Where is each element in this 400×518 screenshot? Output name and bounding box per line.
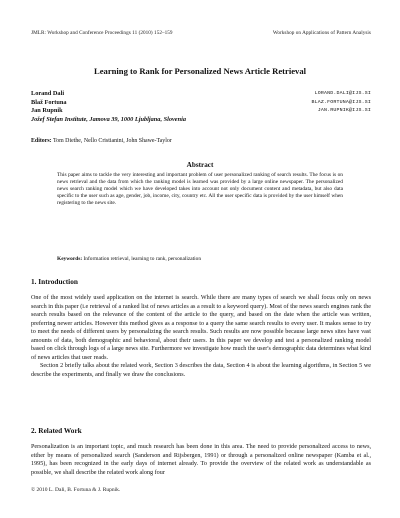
running-header-left: JMLR: Workshop and Conference Proceedings 11 (2010) 152–159 — [31, 30, 173, 36]
section-heading: 1. Introduction — [31, 277, 78, 286]
keywords-line — [57, 256, 343, 262]
editors-line — [31, 138, 172, 144]
keywords-label: Keywords: — [57, 256, 83, 262]
section-body — [31, 443, 371, 477]
author-email: JAN.RUPNIK@IJS.SI — [317, 108, 371, 114]
author-name: Lorand Dali — [31, 90, 65, 97]
paragraph: Personalization is an important topic, and much research has been done in this area. The need to provide personalized access to news, either by means of personalized search (Sanderson and Rijsbergen, 1991) or through a personalized online newspaper (Kamba et al., 1995), has been recognized in the early days of internet already. To provide the overview of the related work as understandable as possible, we shall describe the related work along four — [31, 444, 371, 476]
paper-title: Learning to Rank for Personalized News Article Retrieval — [93, 66, 307, 76]
author-row — [31, 99, 371, 108]
author-email: LORAND.DALI@IJS.SI — [314, 91, 371, 96]
paragraph: Section 2 briefly talks about the related work, Section 3 describes the data, Section 4 is about the learning algorithms, in Section 5 we describe the experiments, and finally we draw the conclusions. — [31, 363, 371, 378]
abstract-text: This paper aims to tackle the very interesting and important problem of user personalized ranking of search results. The focus is on news retrieval and the data from which the ranking model is learned was provided by a large online newspaper. The personalized news search ranking model which we have developed takes into account not only document content and metadata, but also data specific to the user such as age, gender, job, income, city, country etc. All the user specific data is provided by the user himself when registering to the news site. — [57, 172, 343, 207]
author-email: BLAZ.FORTUNA@IJS.SI — [311, 99, 371, 105]
abstract-heading: Abstract — [186, 161, 214, 169]
section-body — [31, 294, 371, 379]
author-name: Jan Rupnik — [31, 107, 63, 115]
affiliation: Jožef Stefan Institute, Jamova 39, 1000 Ljubljana, Slovenia — [31, 116, 186, 124]
keywords-text: Information retrieval, learning to rank, personalization — [83, 256, 202, 262]
author-block — [31, 90, 371, 125]
section-heading: 2. Related Work — [31, 426, 82, 435]
running-header-right: Workshop on Applications of Pattern Analysis — [272, 30, 371, 36]
author-row — [31, 90, 371, 99]
copyright-footer: © 2010 L. Dali, B. Fortuna & J. Rupnik. — [31, 487, 121, 493]
editors-label: Editors: — [31, 138, 52, 144]
editors-names: Tom Diethe, Nello Cristianini, John Shawe-Taylor — [53, 138, 172, 144]
running-header — [31, 30, 371, 36]
author-row — [31, 107, 371, 116]
author-name: Blaž Fortuna — [31, 98, 67, 106]
paragraph: One of the most widely used application on the internet is search. While there are many types of search we shall focus only on news search in this paper (i.e retrieval of a ranked list of news articles as a result to a keyword query). Most of the news search engines rank the search results based on the relevance of the content of the article to the query, and based on the date when the article was written, preferring newer articles. However this method gives as a response to a query the same search results to every user. It makes sense to try to meet the needs of different users by personalizing the search results. Such results are now possible because large news sites have vast amounts of data, both demographic and behavioral, about their users. In this paper we develop and test a personalized ranking model based on click through logs of a large news site. Furthermore we investigate how much the user's demographic data determines what kind of news articles that user reads. — [31, 295, 371, 361]
